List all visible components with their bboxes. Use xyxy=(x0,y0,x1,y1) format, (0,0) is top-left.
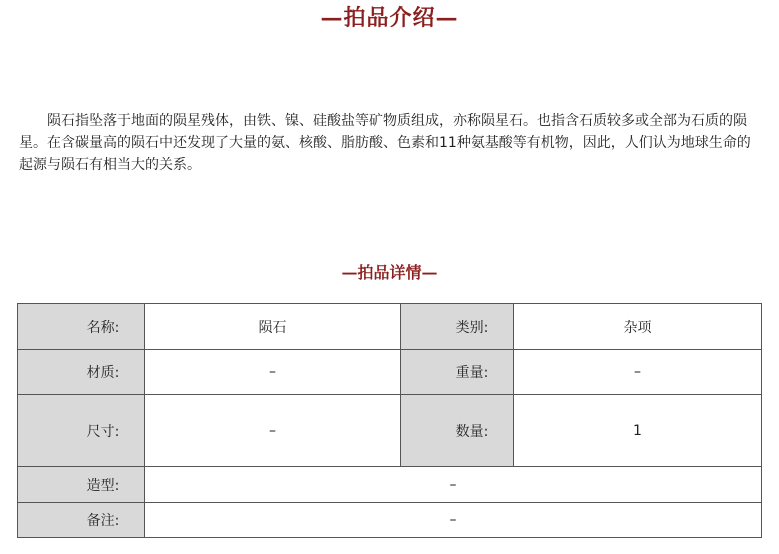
table-row xyxy=(18,395,762,467)
remarks-label: 备注: xyxy=(18,503,145,538)
size-label: 尺寸: xyxy=(18,395,145,467)
name-label: 名称: xyxy=(18,304,145,350)
shape-label: 造型: xyxy=(18,467,145,503)
category-value: 杂项 xyxy=(514,304,762,350)
remarks-value: – xyxy=(145,503,762,538)
quantity-value: 1 xyxy=(514,395,762,467)
weight-label: 重量: xyxy=(401,350,514,395)
intro-heading: —拍品介绍— xyxy=(320,5,459,31)
name-value: 陨石 xyxy=(145,304,401,350)
details-table xyxy=(17,303,762,538)
details-heading: —拍品详情— xyxy=(341,263,438,282)
material-value: – xyxy=(145,350,401,395)
table-row xyxy=(18,503,762,538)
weight-value: – xyxy=(514,350,762,395)
size-value: – xyxy=(145,395,401,467)
table-row xyxy=(18,304,762,350)
quantity-label: 数量: xyxy=(401,395,514,467)
material-label: 材质: xyxy=(18,350,145,395)
category-label: 类别: xyxy=(401,304,514,350)
table-row xyxy=(18,467,762,503)
shape-value: – xyxy=(145,467,762,503)
table-row xyxy=(18,350,762,395)
intro-paragraph: 陨石指坠落于地面的陨星残体，由铁、镍、硅酸盐等矿物质组成，亦称陨星石。也指含石质较多或全部为石质的陨星。在含碳量高的陨石中还发现了大量的氨、核酸、脂肪酸、色素和11种氨基酸等有机物，因此，人们认为地球生命的起源与陨石有相当大的关系。 xyxy=(19,113,751,173)
